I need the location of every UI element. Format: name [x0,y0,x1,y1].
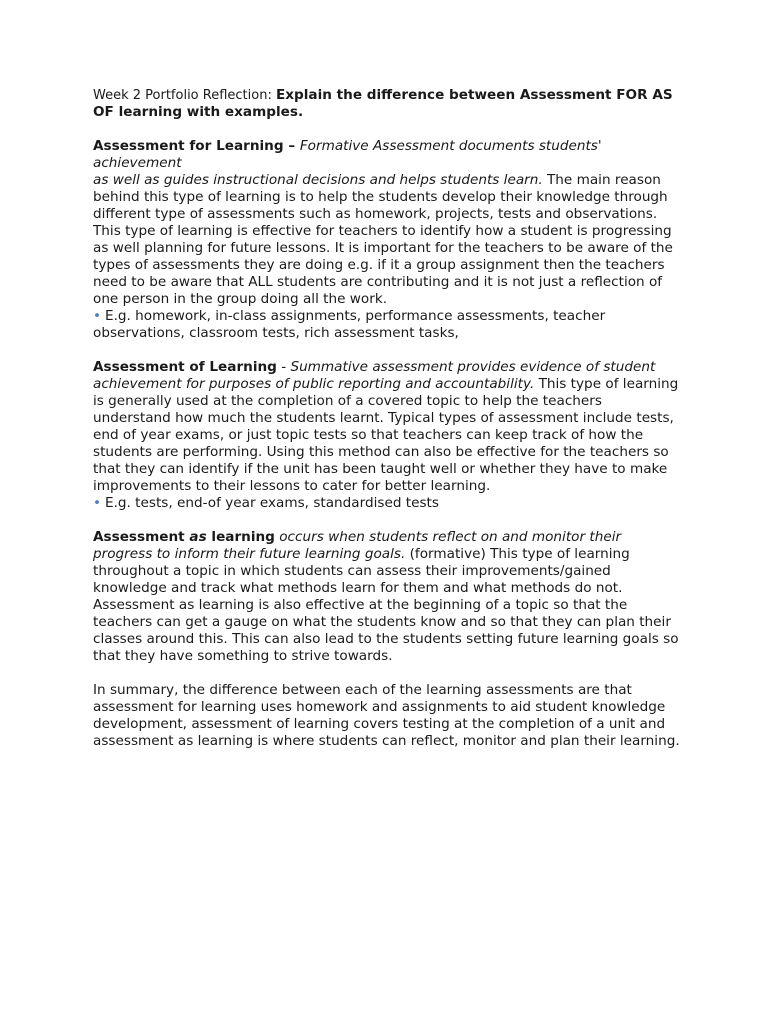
spacer [93,342,683,359]
spacer [93,665,683,682]
section-as-body: (formative) This type of learning throughout a topic in which students can assess their improvements/gained knowledge and track what methods learn for them and what methods do not. Assessment as learning is also effective at the beginning of a topic so that the teachers can get a gauge on what the students know and so that they can plan their classes around this. This can also lead to the students setting future learning goals so that they have something to strive towards. [93,546,679,664]
section-as-title-b: as [189,529,207,545]
section-for-bullet [93,308,683,342]
section-as-paragraph [93,529,683,665]
section-as-italic: occurs when students reflect on and monitor their progress to inform their future learning goals. [93,529,622,562]
document-heading [93,87,683,121]
section-as-title-c: learning [206,529,275,545]
summary-body: In summary, the difference between each of the learning assessments are that assessment for learning uses homework and assignments to aid student knowledge development, assessment of learning covers testing at the completion of a unit and assessment as learning is where students can reflect, monitor and plan their learning. [93,682,680,749]
spacer [93,512,683,529]
document-page [93,87,683,750]
section-of-paragraph [93,359,683,495]
section-of-bullet [93,495,683,512]
heading-title: Explain the difference between Assessment FOR AS OF learning with examples. [93,87,673,120]
section-of-bullet-text: E.g. tests, end-of year exams, standardised tests [105,495,439,511]
section-for-bullet-text: E.g. homework, in-class assignments, performance assessments, teacher observations, classroom tests, rich assessment tasks, [93,308,606,341]
section-for-italic-b: as well as guides instructional decisions and helps students learn. [93,172,543,188]
section-of-body: This type of learning is generally used at the completion of a covered topic to help the teachers understand how much the students learnt. Typical types of assessment include tests, end of year exams, or just topic tests so that teachers can keep track of how the students are performing. Using this method can also be effective for the teachers so that they can identify if the unit has been taught well or whether they have to make improvements to their lessons to cater for better learning. [93,376,679,494]
heading-lead: Week 2 Portfolio Reflection: [93,88,276,103]
section-for-title: Assessment for Learning – [93,138,300,154]
section-as-title-a: Assessment [93,529,190,545]
bullet-icon: • [93,308,102,324]
section-for-italic-a: Formative Assessment documents students' achievement [93,138,602,171]
bullet-icon: • [93,495,102,511]
section-of-italic: - Summative assessment provides evidence of student achievement for purposes of public reporting and accountability. [93,359,656,392]
section-for-paragraph [93,138,683,308]
summary-paragraph [93,682,683,750]
section-for-body: The main reason behind this type of learning is to help the students develop their knowledge through different type of assessments such as homework, projects, tests and observations. This type of learning is effective for teachers to identify how a student is progressing as well planning for future lessons. It is important for the teachers to be aware of the types of assessments they are doing e.g. if it a group assignment then the teachers need to be aware that ALL students are contributing and it is not just a reflection of one person in the group doing all the work. [93,172,673,307]
section-of-title: Assessment of Learning [93,359,277,375]
